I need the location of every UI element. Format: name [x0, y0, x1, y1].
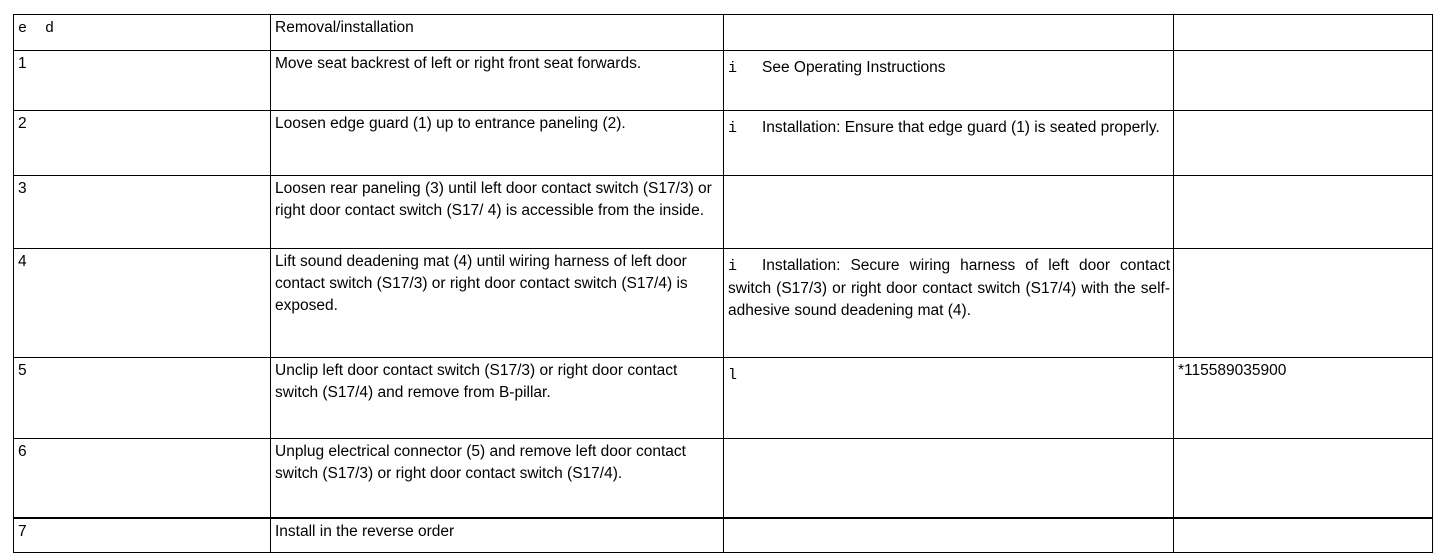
step-number: 3	[14, 176, 271, 249]
table-header-row	[14, 15, 1433, 51]
step-text: Loosen edge guard (1) up to entrance paneling (2).	[271, 111, 724, 176]
table-row	[14, 176, 1433, 249]
procedure-table	[13, 14, 1433, 553]
note-text: Installation: Ensure that edge guard (1) is seated properly.	[762, 119, 1160, 136]
step-note	[724, 439, 1174, 519]
table-row	[14, 439, 1433, 519]
step-text: Move seat backrest of left or right front seat forwards.	[271, 51, 724, 111]
step-ref	[1174, 518, 1433, 553]
info-icon: i	[728, 120, 738, 137]
step-text: Unplug electrical connector (5) and remove left door contact switch (S17/3) or right door contact switch (S17/4).	[271, 439, 724, 519]
step-number: 6	[14, 439, 271, 519]
step-ref	[1174, 176, 1433, 249]
step-ref[interactable]: *115589035900	[1174, 358, 1433, 439]
step-note	[724, 249, 1174, 358]
header-notes-cell	[724, 15, 1174, 51]
note-text: Installation: Secure wiring harness of left door contact switch (S17/3) or right door contact switch (S17/4) with the self-adhesive sound deadening mat (4).	[728, 257, 1170, 319]
step-text: Loosen rear paneling (3) until left door contact switch (S17/3) or right door contact switch (S17/ 4) is accessible from the inside.	[271, 176, 724, 249]
step-number: 1	[14, 51, 271, 111]
step-text: Install in the reverse order	[271, 518, 724, 553]
step-number: 5	[14, 358, 271, 439]
table-row	[14, 358, 1433, 439]
step-note	[724, 176, 1174, 249]
header-ref-cell	[1174, 15, 1433, 51]
step-ref	[1174, 111, 1433, 176]
step-number: 4	[14, 249, 271, 358]
step-note	[724, 518, 1174, 553]
step-number: 7	[14, 518, 271, 553]
table-row	[14, 51, 1433, 111]
step-ref	[1174, 249, 1433, 358]
table-row	[14, 111, 1433, 176]
table-row	[14, 518, 1433, 553]
step-text: Lift sound deadening mat (4) until wiring harness of left door contact switch (S17/3) or right door contact switch (S17/4) is exposed.	[271, 249, 724, 358]
table-row	[14, 249, 1433, 358]
note-text: See Operating Instructions	[762, 59, 946, 76]
info-icon: i	[728, 60, 738, 77]
step-number: 2	[14, 111, 271, 176]
header-code: e d	[14, 15, 271, 51]
step-note	[724, 51, 1174, 111]
header-title: Removal/installation	[271, 15, 724, 51]
link-icon: l	[728, 367, 738, 384]
procedure-sheet	[13, 14, 1432, 553]
info-icon: i	[728, 258, 738, 275]
step-note	[724, 358, 1174, 439]
step-note	[724, 111, 1174, 176]
step-text: Unclip left door contact switch (S17/3) or right door contact switch (S17/4) and remove from B-pillar.	[271, 358, 724, 439]
step-ref	[1174, 439, 1433, 519]
step-ref	[1174, 51, 1433, 111]
